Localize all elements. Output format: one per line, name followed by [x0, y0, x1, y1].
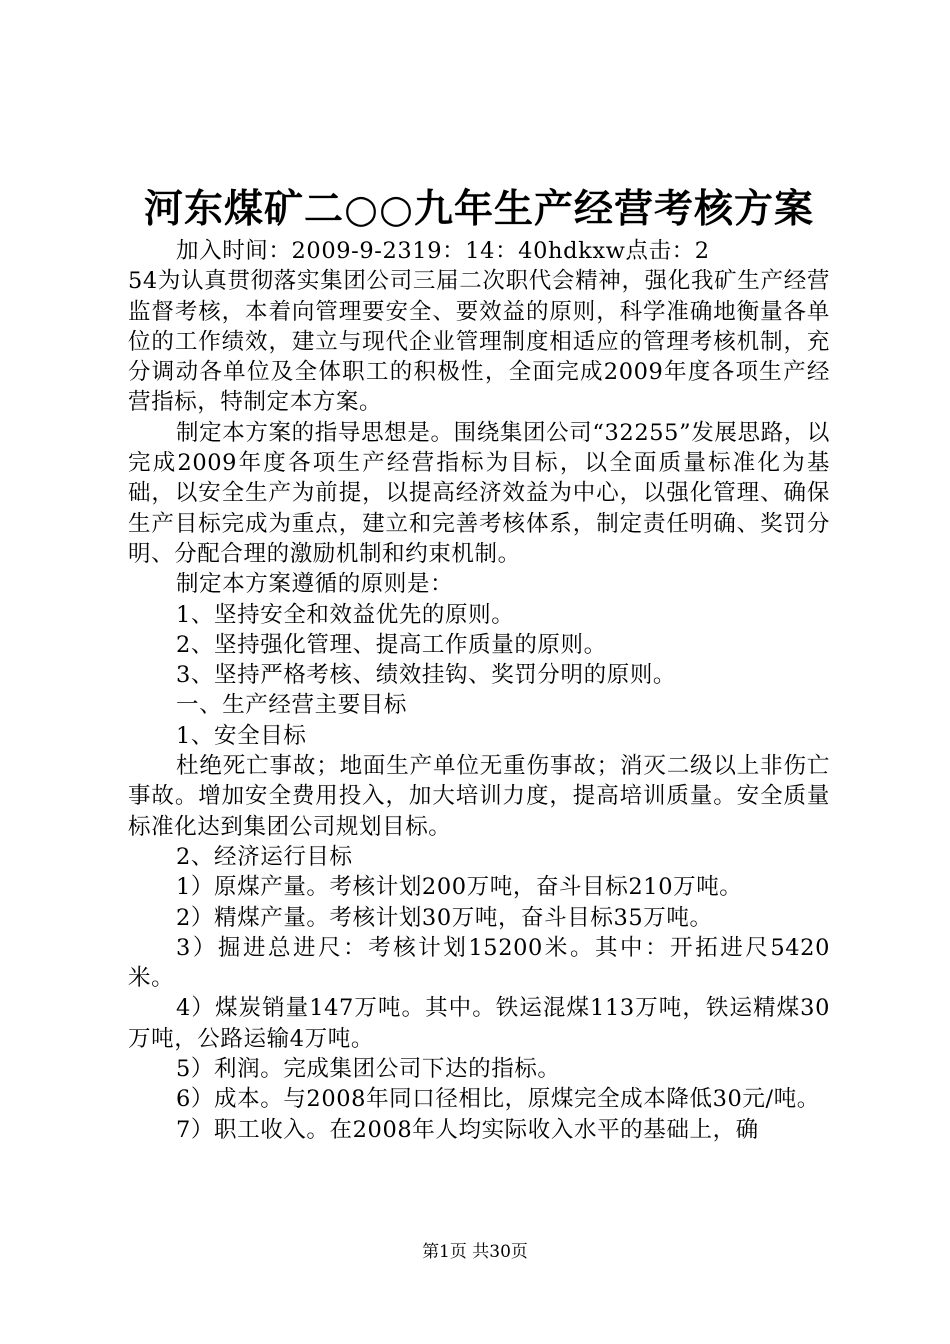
post-meta-line: 加入时间：2009-9-2319：14：40hdkxw点击：2 [176, 238, 710, 264]
principle-item-2: 2、坚持强化管理、提高工作质量的原则。 [176, 631, 607, 658]
paragraph-principles-heading: 制定本方案遵循的原则是： [176, 571, 454, 598]
paragraph-guiding-thought: 制定本方案的指导思想是。围绕集团公司“32255”发展思路，以完成2009年度各项生产经营指标为目标，以全面质量标准化为基础，以安全生产为前提，以提高经济效益为中心，以强化管理、确保生产目标完成为重点，建立和完善考核体系，制定责任明确、奖罚分明、分配合理的激励机制和约束机制。 [128, 419, 830, 567]
goal-item-clean-coal: 2）精煤产量。考核计划30万吨，奋斗目标35万吨。 [176, 904, 713, 931]
page-footer: 第1页 共30页 [422, 1242, 528, 1262]
principle-item-3: 3、坚持严格考核、绩效挂钩、奖罚分明的原则。 [176, 662, 677, 689]
goal-item-sales: 4）煤炭销量147万吨。其中。铁运混煤113万吨，铁运精煤30万吨，公路运输4万吨。 [128, 995, 830, 1052]
goal-item-cost: 6）成本。与2008年同口径相比，原煤完全成本降低30元/吨。 [176, 1086, 820, 1113]
goal-item-raw-coal: 1）原煤产量。考核计划200万吨，奋斗目标210万吨。 [176, 874, 743, 901]
document-page [128, 0, 830, 1344]
subheading-economic-goal: 2、经济运行目标 [176, 843, 353, 870]
document-title: 河东煤矿二○○九年生产经营考核方案 [143, 186, 815, 232]
document-body [128, 236, 830, 1145]
paragraph-safety-goal: 杜绝死亡事故；地面生产单位无重伤事故；消灭二级以上非伤亡事故。增加安全费用投入，加大培训力度，提高培训质量。安全质量标准化达到集团公司规划目标。 [128, 753, 830, 840]
subheading-safety-goal: 1、安全目标 [176, 722, 307, 749]
goal-item-tunneling: 3）掘进总进尺：考核计划15200米。其中：开拓进尺5420米。 [128, 934, 830, 992]
principle-item-1: 1、坚持安全和效益优先的原则。 [176, 601, 515, 628]
goal-item-income: 7）职工收入。在2008年人均实际收入水平的基础上，确 [176, 1116, 759, 1143]
goal-item-profit: 5）利润。完成集团公司下达的指标。 [176, 1056, 561, 1083]
paragraph-intro: 54为认真贯彻落实集团公司三届二次职代会精神，强化我矿生产经营监督考核，本着向管理要安全、要效益的原则，科学准确地衡量各单位的工作绩效，建立与现代企业管理制度相适应的管理考核机制，充分调动各单位及全体职工的积极性，全面完成2009年度各项生产经营指标，特制定本方案。 [128, 268, 830, 416]
section-heading-main-goals: 一、生产经营主要目标 [176, 692, 408, 719]
